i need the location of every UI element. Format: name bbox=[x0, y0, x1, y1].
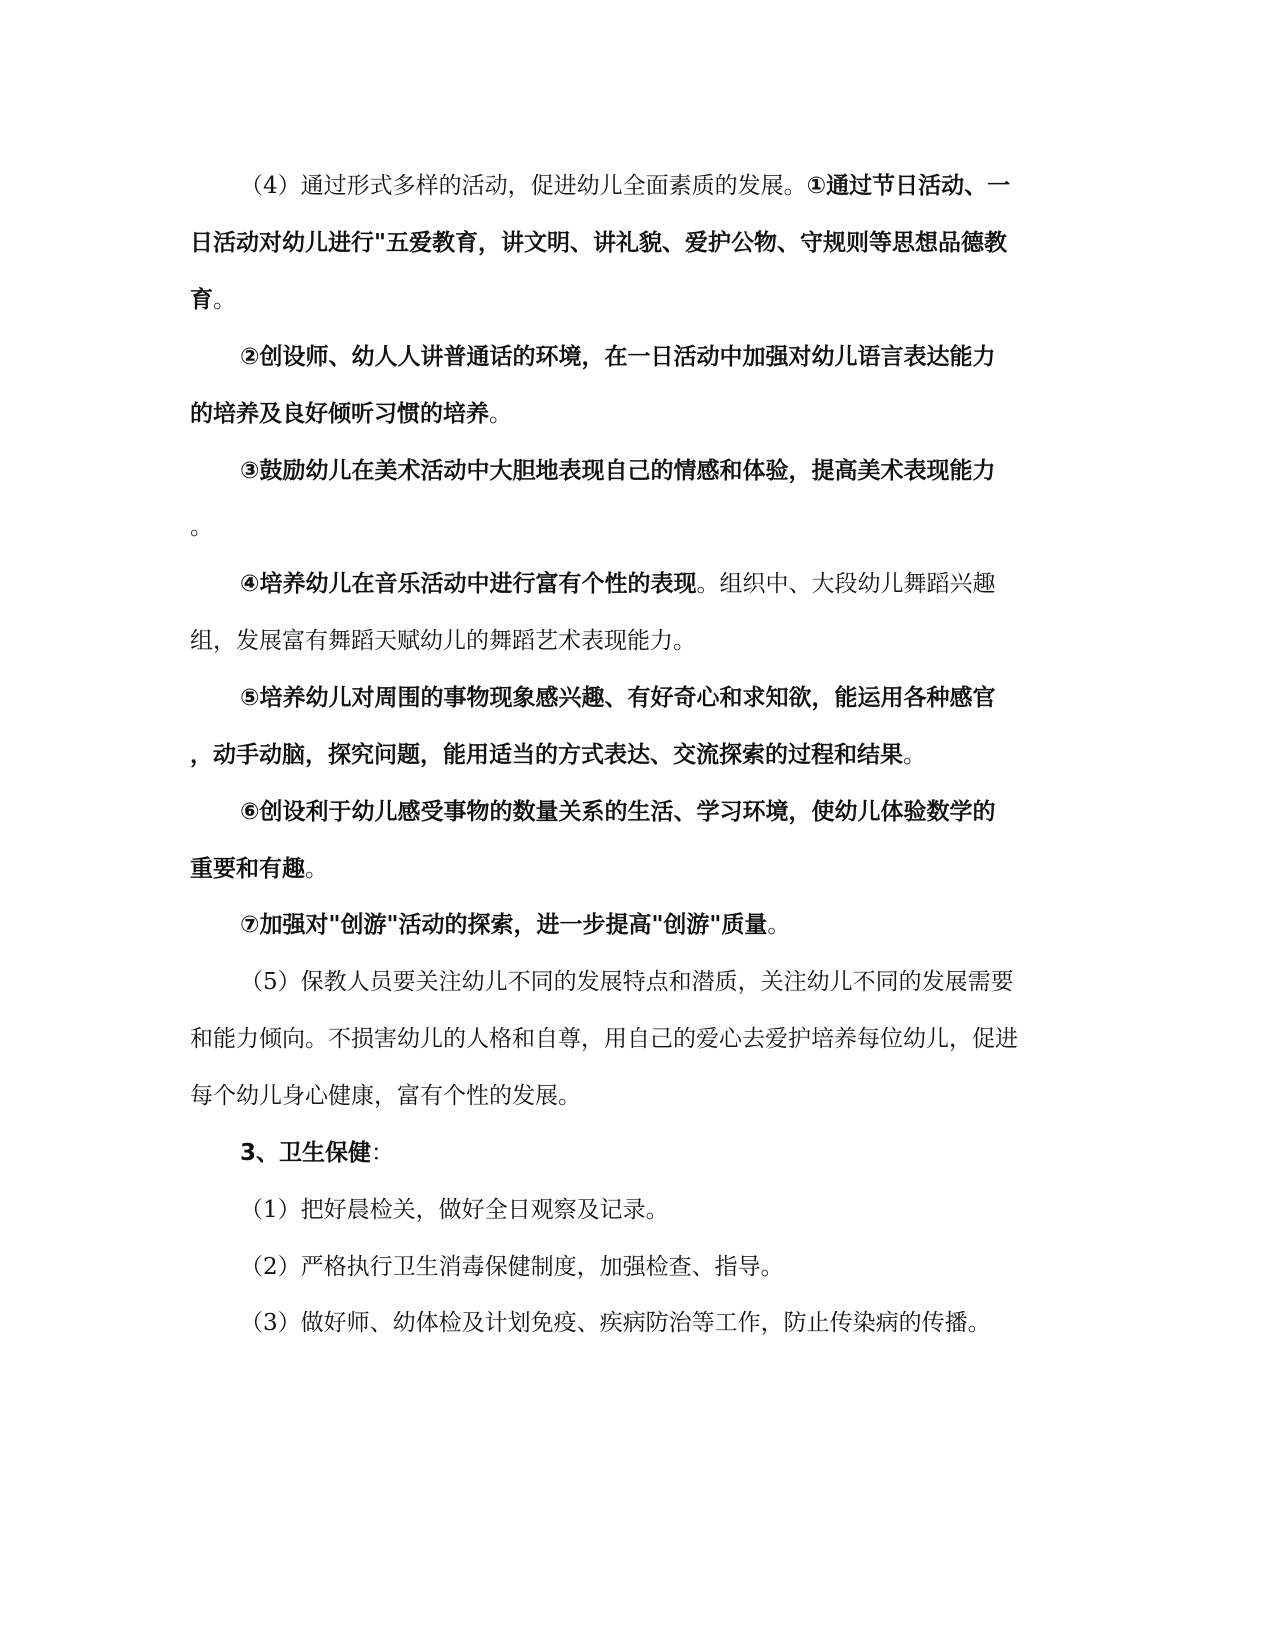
text-run: （1）把好晨检关，做好全日观察及记录。 bbox=[240, 1197, 669, 1223]
text-run: 和能力倾向。不损害幼儿的人格和自尊，用自己的爱心去爱护培养每位幼儿，促进 bbox=[190, 1026, 1018, 1052]
text-run: 组，发展富有舞蹈天赋幼儿的舞蹈艺术表现能力。 bbox=[190, 628, 696, 654]
text-line bbox=[240, 1308, 991, 1338]
text-line bbox=[240, 797, 995, 827]
text-run: 。 bbox=[190, 514, 213, 540]
text-line bbox=[240, 171, 1010, 201]
text-run: （4）通过形式多样的活动，促进幼儿全面素质的发展。 bbox=[240, 173, 807, 199]
text-line bbox=[240, 569, 995, 599]
text-line bbox=[190, 1024, 1018, 1054]
bold-text-run: 3、卫生保健 bbox=[240, 1140, 372, 1166]
text-line bbox=[190, 512, 213, 542]
bold-text-run: ，动手动脑，探究问题，能用适当的方式表达、交流探索的过程和结果 bbox=[190, 742, 903, 768]
bold-text-run: ①通过节日活动、一 bbox=[806, 173, 1011, 199]
text-run: （3）做好师、幼体检及计划免疫、疾病防治等工作，防止传染病的传播。 bbox=[240, 1310, 991, 1336]
bold-text-run: 日活动对幼儿进行"五爱教育，讲文明、讲礼貌、爱护公物、守规则等思想品德教 bbox=[190, 230, 1007, 256]
text-run: 每个幼儿身心健康，富有个性的发展。 bbox=[190, 1083, 581, 1109]
bold-text-run: ⑦加强对"创游"活动的探索，进一步提高"创游"质量 bbox=[240, 912, 768, 938]
bold-text-run: ②创设师、幼人人讲普通话的环境，在一日活动中加强对幼儿语言表达能力 bbox=[240, 344, 996, 370]
text-line bbox=[240, 967, 1014, 997]
text-line bbox=[190, 228, 1007, 258]
text-line bbox=[240, 683, 995, 713]
text-line bbox=[240, 910, 790, 940]
text-run: 。 bbox=[213, 287, 236, 313]
bold-text-run: 重要和有趣 bbox=[190, 856, 305, 882]
bold-text-run: 育 bbox=[190, 287, 213, 313]
text-line bbox=[190, 285, 236, 315]
bold-text-run: 的培养及良好倾听习惯的培养 bbox=[190, 401, 489, 427]
text-line bbox=[190, 740, 926, 770]
section-heading bbox=[240, 1138, 394, 1168]
text-run: 。 bbox=[489, 401, 512, 427]
bold-text-run: ⑤培养幼儿对周围的事物现象感兴趣、有好奇心和求知欲，能运用各种感官 bbox=[240, 685, 996, 711]
text-run: （5）保教人员要关注幼儿不同的发展特点和潜质，关注幼儿不同的发展需要 bbox=[240, 969, 1014, 995]
bold-text-run: ③鼓励幼儿在美术活动中大胆地表现自己的情感和体验，提高美术表现能力 bbox=[240, 458, 996, 484]
text-run: 。组织中、大段幼儿舞蹈兴趣 bbox=[696, 571, 996, 597]
text-line bbox=[190, 854, 328, 884]
text-line bbox=[240, 342, 995, 372]
text-line bbox=[240, 456, 995, 486]
bold-text-run: ⑥创设利于幼儿感受事物的数量关系的生活、学习环境，使幼儿体验数学的 bbox=[240, 799, 996, 825]
bold-text-run: ④培养幼儿在音乐活动中进行富有个性的表现 bbox=[240, 571, 697, 597]
text-run: ： bbox=[371, 1140, 395, 1166]
text-line bbox=[240, 1195, 669, 1225]
text-run: 。 bbox=[305, 856, 328, 882]
text-line bbox=[190, 1081, 581, 1111]
text-run: 。 bbox=[767, 912, 791, 938]
text-run: 。 bbox=[903, 742, 926, 768]
text-run: （2）严格执行卫生消毒保健制度，加强检查、指导。 bbox=[240, 1254, 784, 1280]
text-line bbox=[190, 399, 512, 429]
text-line bbox=[190, 626, 696, 656]
text-line bbox=[240, 1252, 784, 1282]
